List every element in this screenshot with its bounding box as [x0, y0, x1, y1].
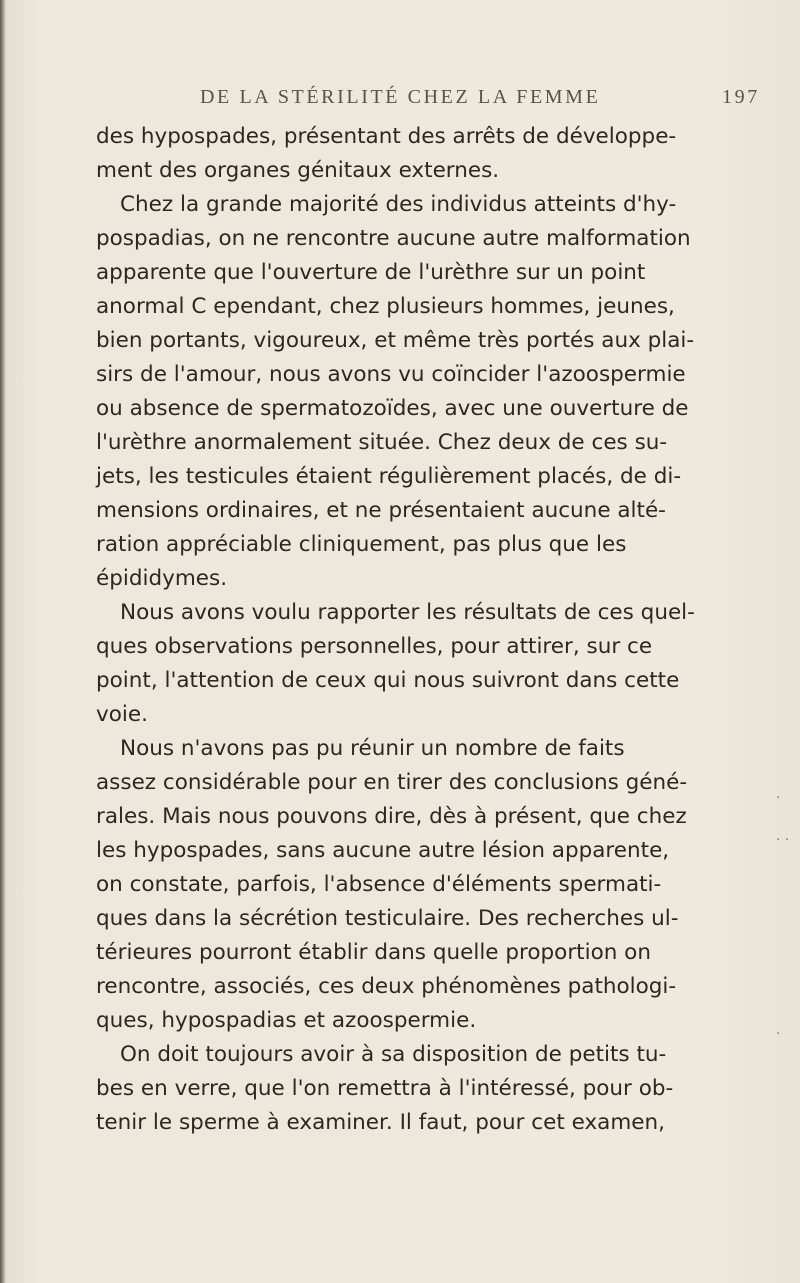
text-line: ques dans la sécrétion testiculaire. Des recherches ul-	[96, 906, 679, 931]
text-line: anormal C ependant, chez plusieurs hommes, jeunes,	[96, 294, 675, 319]
text-line: des hypospades, présentant des arrêts de développe-	[96, 124, 677, 149]
text-line: on constate, parfois, l'absence d'éléments spermati-	[96, 872, 662, 897]
text-line: apparente que l'ouverture de l'urèthre sur un point	[96, 260, 646, 285]
text-line: bes en verre, que l'on remettra à l'intéressé, pour ob-	[96, 1076, 674, 1101]
text-line: l'urèthre anormalement située. Chez deux de ces su-	[96, 430, 668, 455]
running-title: DE LA STÉRILITÉ CHEZ LA FEMME	[200, 86, 601, 108]
text-line: Chez la grande majorité des individus atteints d'hy-	[120, 192, 677, 217]
text-line: rencontre, associés, ces deux phénomènes pathologi-	[96, 974, 677, 999]
text-line: ment des organes génitaux externes.	[96, 158, 500, 183]
text-line: Nous avons voulu rapporter les résultats de ces quel-	[120, 600, 695, 625]
running-header	[200, 86, 760, 118]
text-line: ration appréciable cliniquement, pas plus que les	[96, 532, 627, 557]
text-line: bien portants, vigoureux, et même très portés aux plai-	[96, 328, 695, 353]
text-line: rales. Mais nous pouvons dire, dès à présent, que chez	[96, 804, 687, 829]
text-line: ques observations personnelles, pour attirer, sur ce	[96, 634, 653, 659]
text-line: assez considérable pour en tirer des conclusions géné-	[96, 770, 688, 795]
text-line: voie.	[96, 702, 148, 727]
text-line: Nous n'avons pas pu réunir un nombre de faits	[120, 736, 625, 761]
text-line: mensions ordinaires, et ne présentaient aucune alté-	[96, 498, 666, 523]
text-line: térieures pourront établir dans quelle proportion on	[96, 940, 651, 965]
page-number: 197	[722, 86, 760, 108]
text-line: les hypospades, sans aucune autre lésion apparente,	[96, 838, 670, 863]
text-line: point, l'attention de ceux qui nous suivront dans cette	[96, 668, 680, 693]
text-line: jets, les testicules étaient régulièrement placés, de di-	[96, 464, 682, 489]
page-binding-edge	[0, 0, 6, 1283]
text-line: tenir le sperme à examiner. Il faut, pour cet examen,	[96, 1110, 665, 1135]
text-line: épididymes.	[96, 566, 228, 591]
text-line: sirs de l'amour, nous avons vu coïncider l'azoospermie	[96, 362, 686, 387]
body-text	[96, 120, 770, 1260]
text-line: pospadias, on ne rencontre aucune autre malformation	[96, 226, 691, 251]
text-line: ques, hypospadias et azoospermie.	[96, 1008, 477, 1033]
text-line: On doit toujours avoir à sa disposition de petits tu-	[120, 1042, 667, 1067]
margin-specks: · · · ·	[776, 790, 790, 1042]
text-line: ou absence de spermatozoïdes, avec une ouverture de	[96, 396, 689, 421]
